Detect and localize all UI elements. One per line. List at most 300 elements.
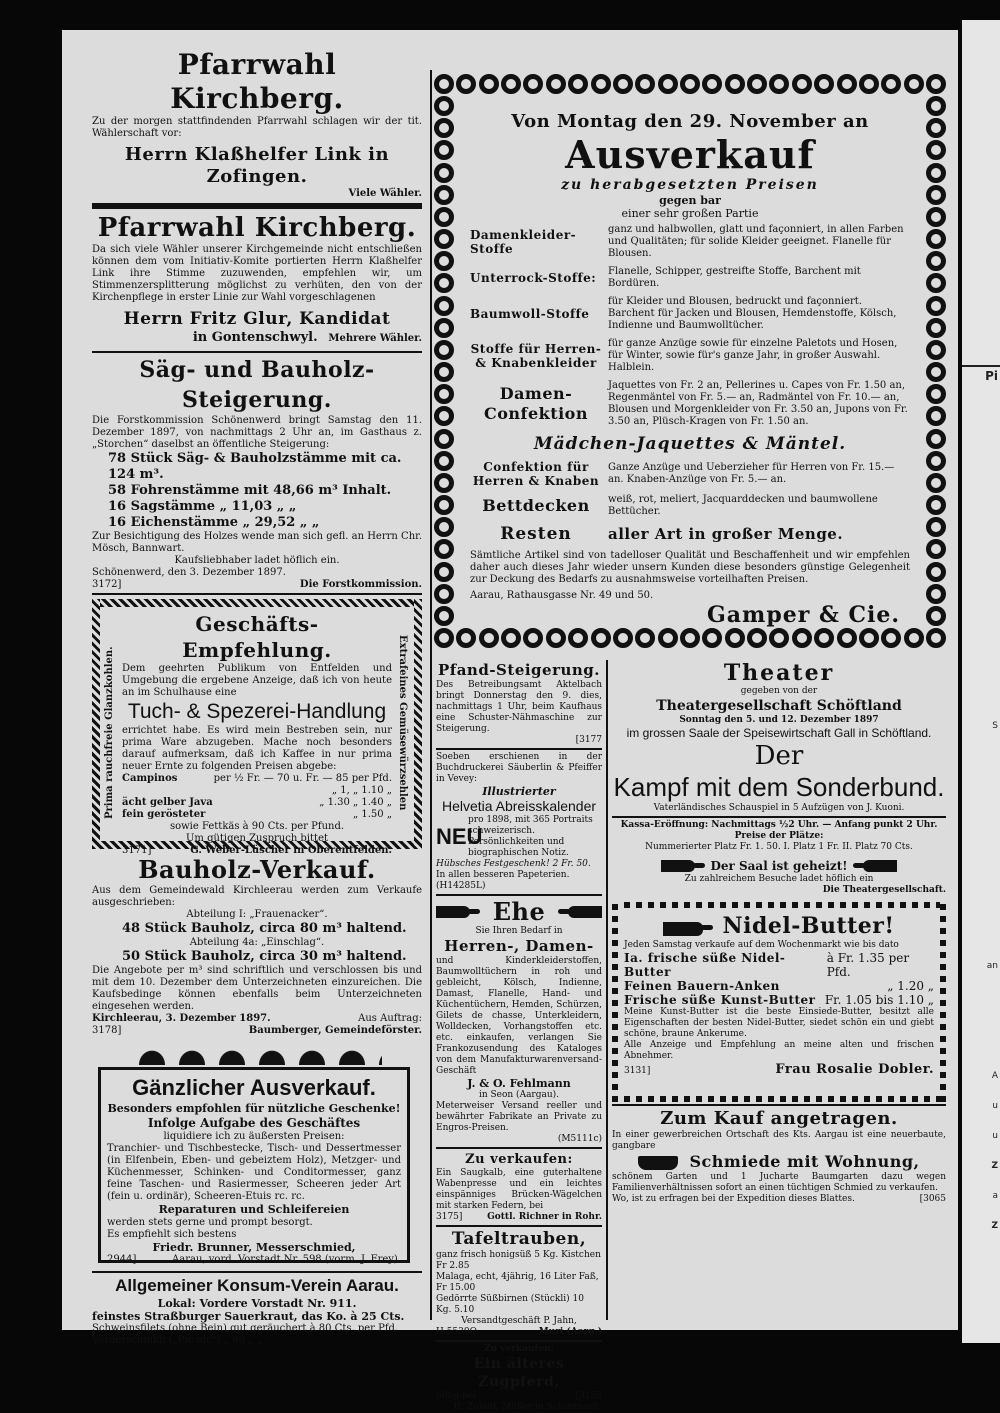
edge-text: u <box>992 1131 998 1141</box>
geschaeft-fat: sowie Fettkäs à 90 Cts. per Pfund. <box>169 821 345 832</box>
kalender-neu: NEU <box>436 824 483 849</box>
bauholz-title: Bauholz-Verkauf. <box>138 855 376 884</box>
ring-ornament <box>434 539 454 559</box>
kalender-gift: Hübsches Festgeschenk! 2 Fr. 50. <box>436 859 591 869</box>
butter-item-price: „ 1.20 „ <box>887 979 934 993</box>
bauholz-order: Aus Auftrag: <box>358 1013 422 1024</box>
ausverkauf-item <box>470 338 910 374</box>
ring-ornament <box>434 362 454 382</box>
geschaeft-intro: Dem geehrten Publikum von Entfelden und Umgebung die ergebene Anzeige, daß ich von heute an im Schulhause eine <box>122 663 392 698</box>
bauholz-lot: 50 Stück Bauholz, circa 30 m³ haltend. <box>122 949 407 964</box>
ring-ornament <box>926 251 946 271</box>
ring-ornament <box>926 406 946 426</box>
butter-title: Nidel-Butter! <box>722 913 895 939</box>
ehe-big: Herren-, Damen- <box>444 937 594 955</box>
ring-ornament <box>926 429 946 449</box>
ring-ornament <box>926 628 946 648</box>
item-label: Unterrock-Stoffe: <box>470 271 597 285</box>
ad-konsum-verein <box>92 1275 422 1347</box>
ring-ornament <box>658 628 678 648</box>
ring-ornament <box>926 495 946 515</box>
ring-ornament <box>725 74 745 94</box>
ring-ornament <box>523 74 543 94</box>
ring-ornament <box>434 495 454 515</box>
ring-ornament <box>792 74 812 94</box>
right-column <box>612 660 946 1205</box>
ad-nidel-butter <box>612 902 946 1102</box>
ring-ornament <box>501 628 521 648</box>
ornamental-border <box>92 599 100 849</box>
coffee-name: ächt gelber Java <box>122 797 213 808</box>
ausverkauf-item <box>470 296 910 332</box>
ausverkauf-item <box>470 380 910 428</box>
ring-ornament <box>479 74 499 94</box>
steigerung-item: 58 Fohrenstämme mit 48,66 m³ Inhalt. <box>108 483 392 498</box>
trauben-line: Gedörrte Süßbirnen (Stückli) 10 Kg. 5.10 <box>436 1294 584 1315</box>
item-label: Damen-Confektion <box>484 384 588 423</box>
pfarrwahl-title: Pfarrwahl Kirchberg. <box>97 213 417 243</box>
pfarrwahl-intro: Zu der morgen stattfindenden Pfarrwahl schlagen wir der tit. Wählerschaft vor: <box>92 116 422 139</box>
ring-ornament <box>523 628 543 648</box>
zugpferd-big: Ein älteres Zugpferd, <box>473 1356 565 1390</box>
divider <box>92 1271 422 1273</box>
ring-ornament <box>635 628 655 648</box>
ring-ornament <box>904 628 924 648</box>
ring-ornament <box>613 74 633 94</box>
ring-ornament <box>434 628 454 648</box>
ring-ornament <box>456 74 476 94</box>
ring-ornament <box>926 318 946 338</box>
pfarrwahl-signature: Mehrere Wähler. <box>328 333 422 344</box>
ring-ornament <box>926 517 946 537</box>
bauholz-abteilung: Abteilung 4a: „Einschlag“. <box>189 937 325 948</box>
schmiede-big: Schmiede mit Wohnung, <box>689 1152 920 1171</box>
brunner-repair: Reparaturen und Schleifereien <box>158 1203 350 1216</box>
pointing-hand-icon <box>863 860 897 872</box>
theater-heated: Der Saal ist geheizt! <box>710 859 848 873</box>
bauholz-abteilung: Abteilung I: „Frauenacker“. <box>186 909 328 920</box>
ad-ehe <box>436 898 602 1145</box>
bauholz-signature: Baumberger, Gemeindeförster. <box>248 1025 422 1036</box>
divider <box>92 593 422 595</box>
ring-ornament <box>635 74 655 94</box>
ad-holz-steigerung <box>92 355 422 591</box>
pfarrwahl-place: in Gontenschwyl. <box>192 330 318 345</box>
ausverkauf-line1: Von Montag den 29. November an <box>511 111 869 132</box>
brunner-address: Aarau, vord. Vorstadt Nr. 598 (vorm. J. Frey). <box>172 1254 401 1265</box>
pfarrwahl-signature: Viele Wähler. <box>348 188 422 199</box>
ring-ornament <box>434 140 454 160</box>
ring-ornament <box>568 74 588 94</box>
item-text: Ganze Anzüge und Ueberzieher für Herren von Fr. 15.— an. Knaben-Anzüge von Fr. 5.— an. <box>608 462 895 485</box>
ring-ornament <box>568 628 588 648</box>
pfand-body: Des Betreibungsamt Aktelbach bringt Donnerstag den 9. dies, nachmittags 1 Uhr, beim Kaufhaus eine Schuster-Nähmaschine zur Steigerung. <box>436 680 602 734</box>
ring-ornament <box>591 628 611 648</box>
pointing-hand-icon <box>568 906 602 918</box>
brunner-body: Tranchier- und Tischbestecke, Tisch- und Dessertmesser (in Elfenbein, Eben- und gebeiztem Holz), Metzger- und Küchenmesser, Schinken- und Conditormesser, ganz feine Taschen- und Rasiermesser, Scheeren jeder Art (fein u. ordinär), Scheeren-Etuis rc. rc. <box>107 1143 401 1202</box>
steigerung-note: Zur Besichtigung des Holzes wende man sich gefl. an Herrn Chr. Mösch, Bannwart. <box>92 531 422 554</box>
item-text: für Kleider und Blousen, bedruckt und façonniert. Barchent für Jacken und Blousen, Hemdenstoffe, Kölsch, Indienne und Baumwolltücher. <box>608 296 897 331</box>
divider <box>612 1104 946 1106</box>
ring-ornament <box>434 318 454 338</box>
steigerung-invite: Kaufsliebhaber ladet höflich ein. <box>174 555 340 566</box>
steigerung-place-date: Schönenwerd, den 3. Dezember 1897. <box>92 567 286 578</box>
ring-ornament <box>434 584 454 604</box>
ad-number: 2944] <box>107 1254 137 1265</box>
ad-tafeltrauben <box>436 1229 602 1338</box>
ausverkauf-signature: Gamper & Cie. <box>707 602 900 628</box>
theater-troupe: Theatergesellschaft Schöftland <box>656 698 902 714</box>
theater-play: Kampf mit dem Sonderbund. <box>613 772 945 802</box>
pfarrwahl-title: Pfarrwahl Kirchberg. <box>170 48 344 115</box>
ring-ornament <box>926 584 946 604</box>
ring-ornament <box>434 340 454 360</box>
edge-text: Z <box>991 1161 998 1171</box>
ring-ornament <box>434 229 454 249</box>
divider <box>436 1147 602 1149</box>
brunner-sub: Besonders empfohlen für nützliche Geschenke! <box>107 1102 401 1115</box>
geschaeft-body: errichtet habe. Es wird mein Bestreben sein, nur prima Ware abzugeben. Mache noch besonders darauf aufmerksam, daß ich Kaffee in nur prima neuer Ernte zu folgenden Preisen abgebe: <box>122 725 392 772</box>
ring-ornament <box>479 628 499 648</box>
trauben-line: ganz frisch honigsüß 5 Kg. Kistchen Fr 2.85 <box>436 1250 601 1271</box>
konsum-title: Allgemeiner Konsum-Verein Aarau. <box>115 1276 399 1295</box>
ausverkauf-body: Sämtliche Artikel sind von tadelloser Qualität und Beschaffenheit und wir empfehlen daher auch dieses Jahr wieder unsern Kunden diese besonders günstige Gelegenheit zur Deckung des Bedarfs zu ausnahmsweise vorteilhaften Preisen. <box>470 550 910 585</box>
item-label: Stoffe für Herren- & Knabenkleider <box>470 342 602 370</box>
brunner-closing: Es empfiehlt sich bestens <box>107 1229 237 1240</box>
butter-item-name: Feinen Bauern-Anken <box>624 979 780 993</box>
ad-number: 3171] <box>122 845 152 856</box>
ehe-title: Ehe <box>492 897 546 926</box>
brunner-repair-sub: werden stets gerne und prompt besorgt. <box>107 1217 313 1228</box>
side-text-left: Prima rauchfreie Glanzkohlen. <box>104 646 115 819</box>
ad-theater <box>612 660 946 896</box>
divider <box>436 1225 602 1227</box>
ad-number: [3177 <box>575 735 602 745</box>
item-text: aller Art in großer Menge. <box>608 525 844 543</box>
ad-kalender <box>436 752 602 892</box>
ausverkauf-item <box>470 460 910 488</box>
trauben-title: Tafeltrauben, <box>451 1229 587 1249</box>
ring-ornament <box>702 74 722 94</box>
divider <box>612 816 946 818</box>
ring-ornament <box>434 606 454 626</box>
newspaper-page <box>62 30 958 1412</box>
ring-ornament <box>926 74 946 94</box>
verkaufen-body: Ein Saugkalb, eine guterhaltene Wabenpresse und ein leichtes einspänniges Brücken-Wägelchen mit starken Federn, bei <box>436 1168 602 1211</box>
butter-item-price: à Fr. 1.35 per Pfd. <box>826 951 910 979</box>
theater-venue: im grossen Saale der Speisewirtschaft Gall in Schöftland. <box>626 726 932 740</box>
ornamental-border <box>414 599 422 849</box>
edge-text: S <box>992 721 998 731</box>
ring-ornament <box>591 74 611 94</box>
ring-ornament <box>859 628 879 648</box>
ring-ornament <box>926 451 946 471</box>
ornamental-border <box>940 902 946 1102</box>
pfarrwahl-candidate: Herrn Klaßhelfer Link in Zofingen. <box>124 144 390 187</box>
anvil-icon <box>638 1156 678 1170</box>
ring-ornament <box>546 628 566 648</box>
butter-body: Meine Kunst-Butter ist die beste Einsiede-Butter, besitzt alle Eigenschaften der besten Nidel-Butter, siedet schön ein und giebt schöne, braune Ankerume. <box>624 1007 934 1039</box>
ring-ornament <box>904 74 924 94</box>
ring-ornament <box>658 74 678 94</box>
ring-ornament <box>434 163 454 183</box>
ausverkauf-line2: zu herabgesetzten Preisen <box>561 177 819 193</box>
ring-ornament <box>434 473 454 493</box>
ausverkauf-maedchen: Mädchen-Jaquettes & Mäntel. <box>533 434 847 454</box>
ring-ornament <box>434 296 454 316</box>
ring-ornament <box>881 628 901 648</box>
schmiede-intro: In einer gewerbreichen Ortschaft des Kts. Aargau ist eine neuerbaute, gangbare <box>612 1130 946 1151</box>
zugpferd-title: Zu verkaufen: <box>483 1344 555 1354</box>
geschaeft-signature: G. Weber-Lüscher in Oberentfelden. <box>190 845 392 856</box>
ring-ornament <box>747 74 767 94</box>
brunner-liquid: liquidiere ich zu äußersten Preisen: <box>163 1131 345 1142</box>
ring-ornament <box>769 628 789 648</box>
butter-item-name: Frische süße Kunst-Butter <box>624 993 816 1007</box>
ring-ornament <box>434 74 454 94</box>
verkaufen-title: Zu verkaufen: <box>465 1152 573 1167</box>
divider <box>436 894 602 896</box>
item-text: weiß, rot, meliert, Jacquarddecken und baumwollene Bettücher. <box>608 494 878 517</box>
kalender-illustrated: Illustrierter <box>482 785 556 798</box>
kalender-title: Helvetia Abreisskalender <box>441 798 597 814</box>
bauholz-body: Die Angebote per m³ sind schriftlich und verschlossen bis und mit dem 10. Dezember dem Unterzeichneten einzureichen. Die Kaufsbedinge können ebenfalls beim Unterzeichneten eingesehen werden. <box>92 965 422 1012</box>
trauben-place: Muri (Aarg.) <box>538 1327 602 1337</box>
ad-number: (M5111c) <box>557 1134 602 1144</box>
theater-dates: Sonntag den 5. und 12. Dezember 1897 <box>679 715 879 725</box>
coffee-prices: „ 1, „ 1.10 „ <box>331 785 392 796</box>
edge-text: u <box>992 1101 998 1111</box>
ring-ornament <box>434 96 454 116</box>
ring-ornament <box>613 628 633 648</box>
coffee-prices: „ 1.50 „ <box>353 809 392 820</box>
adjacent-page-edge <box>962 20 1000 1343</box>
divider <box>962 365 1000 367</box>
butter-intro: Jeden Samstag verkaufe auf dem Wochenmarkt wie bis dato <box>624 940 899 950</box>
divider <box>436 748 602 750</box>
ring-ornament <box>434 273 454 293</box>
ring-ornament <box>926 96 946 116</box>
zugpferd-price: billig bei <box>436 1391 476 1401</box>
edge-text: Z <box>991 1221 998 1231</box>
edge-text: Pi <box>985 369 998 383</box>
ring-ornament <box>926 340 946 360</box>
ad-brunner <box>92 1043 422 1269</box>
schmiede-body: schönem Garten und 1 Jucharte Baumgarten dazu wegen Familienverhältnissen sofort an einen tüchtigen Schmied zu verkaufen. <box>612 1172 946 1193</box>
theater-given: gegeben von der <box>740 686 818 696</box>
theater-prices: Nummerierter Platz Fr. 1. 50. I. Platz 1 Fr. II. Platz 70 Cts. <box>645 842 913 852</box>
divider <box>92 351 422 353</box>
ring-ornament <box>926 118 946 138</box>
brunner-title: Gänzlicher Ausverkauf. <box>132 1075 376 1100</box>
ausverkauf-line4: einer sehr großen Partie <box>621 207 759 220</box>
ausverkauf-line3: gegen bar <box>659 194 721 207</box>
ad-number: 3178] <box>92 1025 122 1036</box>
ring-ornament <box>747 628 767 648</box>
pointing-hand-icon <box>663 922 703 936</box>
ad-number: 3131] <box>624 1066 651 1076</box>
butter-signature: Frau Rosalie Dobler. <box>775 1062 934 1077</box>
konsum-lokal: Lokal: Vordere Vorstadt Nr. 911. <box>157 1297 357 1310</box>
ring-ornament <box>434 185 454 205</box>
butter-item-price: Fr. 1.05 bis 1.10 „ <box>824 993 934 1007</box>
ring-ornament <box>680 74 700 94</box>
ornamental-border <box>92 599 422 607</box>
ornamental-border <box>612 902 946 908</box>
ausverkauf-item <box>470 224 910 260</box>
ring-ornament <box>434 429 454 449</box>
ehe-closing: Meterweiser Versand reeller und bewährter Fabrikate an Private zu Engros-Preisen. <box>436 1101 602 1133</box>
pfand-title: Pfand-Steigerung. <box>437 661 601 679</box>
ad-geschaefts-empfehlung <box>92 599 422 856</box>
theater-times: Kassa-Eröffnung: Nachmittags ½2 Uhr. — Anfang punkt 2 Uhr. <box>620 820 938 830</box>
steigerung-title: Säg- und Bauholz-Steigerung. <box>139 357 375 413</box>
theater-der: Der <box>754 741 804 771</box>
ring-ornament <box>434 118 454 138</box>
ring-ornament <box>792 628 812 648</box>
ring-ornament <box>926 273 946 293</box>
ring-ornament <box>926 185 946 205</box>
schmiede-closing: Wo, ist zu erfragen bei der Expedition dieses Blattes. <box>612 1194 855 1204</box>
kalender-year-line: pro 1898, mit 365 Portraits schweizerisch. Persönlichkeiten und biographischen Notiz. <box>468 815 593 858</box>
ausverkauf-item <box>470 494 910 518</box>
theater-signature: Die Theatergesellschaft. <box>822 885 946 895</box>
ad-bauholz-verkauf <box>92 855 422 1037</box>
ring-ornament <box>769 74 789 94</box>
ausverkauf-item <box>470 524 910 544</box>
ring-ornament <box>926 362 946 382</box>
steigerung-item: 16 Eichenstämme „ 29,52 „ „ <box>108 515 320 530</box>
ring-ornament <box>680 628 700 648</box>
item-text: Jaquettes von Fr. 2 an, Pellerines u. Capes von Fr. 1.50 an, Regenmäntel von Fr. 5.— an, Radmäntel von Fr. 10.— an, Blousen und Morgenkleider von Fr. 3.50 an, Jupons von Fr. 3.50 an, Plüsch-Kragen von Fr. 1.50 an. <box>608 380 908 427</box>
item-text: für ganze Anzüge sowie für einzelne Paletots und Hosen, für Winter, sowie für's ganze Jahr, in großer Auswahl. Halblein. <box>608 338 898 373</box>
ring-ornament <box>926 207 946 227</box>
bauholz-lot: 48 Stück Bauholz, circa 80 m³ haltend. <box>122 921 407 936</box>
pfarrwahl-candidate: Herrn Fritz Glur, Kandidat <box>123 309 391 329</box>
ring-ornament <box>837 74 857 94</box>
ring-ornament <box>926 562 946 582</box>
ring-ornament <box>456 628 476 648</box>
ausverkauf-address: Aarau, Rathausgasse Nr. 49 und 50. <box>470 590 654 601</box>
theater-prices-title: Preise der Plätze: <box>734 831 824 841</box>
ring-ornament <box>926 473 946 493</box>
ring-ornament <box>434 251 454 271</box>
ausverkauf-item <box>470 266 910 290</box>
coffee-name: Campinos <box>122 773 178 784</box>
coffee-prices: „ 1.30 „ 1.40 „ <box>319 797 392 808</box>
steigerung-item: 16 Sagstämme „ 11,03 „ „ <box>108 499 297 514</box>
geschaeft-shop: Tuch- & Spezerei-Handlung <box>127 700 387 723</box>
ad-schmiede <box>612 1108 946 1205</box>
theater-invite: Zu zahlreichem Besuche ladet höflich ein <box>684 874 874 884</box>
ad-number: H 5530Q <box>436 1327 477 1337</box>
ehe-body: und Kinderkleiderstoffen, Baumwolltüchern in roh und gebleicht, Kölsch, Indienne, Damast, Flanelle, Hand- und Küchentüchern, Hemden, Schürzen, Gilets de chasse, Unterkleidern, Wolldecken, Vorhangstoffen etc. etc. einkaufen, verlangen Sie Frankozusendung des Kataloges von dem Manufakturwarenversand-Geschäft <box>436 956 602 1076</box>
steigerung-item: 78 Stück Säg- & Bauholzstämme mit ca. 124 m³. <box>108 451 402 482</box>
ring-ornament <box>926 539 946 559</box>
side-text-right: Extrafeines Gemüsewürzsehlen <box>397 635 408 811</box>
ehe-firm: J. & O. Fehlmann <box>467 1077 571 1090</box>
steigerung-signature: Die Forstkommission. <box>299 579 422 590</box>
verkaufen-signature: Gottl. Richner in Rohr. <box>487 1212 602 1222</box>
ad-pfarrwahl-glur <box>92 212 422 345</box>
ring-ornament <box>725 628 745 648</box>
ad-zugpferd <box>436 1344 602 1413</box>
ad-pfarrwahl-link <box>92 48 422 200</box>
item-label: Damenkleider-Stoffe <box>470 228 577 256</box>
column-rule <box>606 660 608 1320</box>
ring-ornament <box>926 296 946 316</box>
ad-number: [3065 <box>919 1194 946 1204</box>
ehe-firm-place: in Seon (Aargau). <box>478 1090 560 1100</box>
butter-item-name: Ia. frische süße Nidel-Butter <box>624 951 786 979</box>
geschaeft-closing: Um gütigen Zuspruch bittet <box>185 833 329 844</box>
ad-pfand-steigerung <box>436 660 602 746</box>
ring-ornament <box>434 451 454 471</box>
brunner-reason: Infolge Aufgabe des Geschäftes <box>147 1116 361 1130</box>
pointing-hand-icon <box>661 860 695 872</box>
ring-ornament <box>926 140 946 160</box>
butter-orders: Alle Anzeige und Empfehlung an meine alten und frischen Abnehmer. <box>624 1040 934 1061</box>
steigerung-intro: Die Forstkommission Schönenwerd bringt Samstag den 11. Dezember 1897, von nachmittags 2 Uhr an, im Gasthaus z. „Storchen“ daselbst an öffentliche Steigerung: <box>92 415 422 450</box>
ad-zu-verkaufen <box>436 1151 602 1223</box>
ornamental-border <box>612 1096 946 1102</box>
ehe-intro: Sie Ihren Bedarf in <box>475 926 563 936</box>
ring-ornament <box>814 628 834 648</box>
ring-ornament <box>546 74 566 94</box>
item-label: Baumwoll-Stoffe <box>470 307 590 321</box>
konsum-line: feinstes Straßburger Sauerkraut, das Ko. à 25 Cts. <box>92 1310 405 1323</box>
ausverkauf-title: Ausverkauf <box>565 132 815 177</box>
item-label: Resten <box>500 524 572 544</box>
coffee-name: fein gerösteter <box>122 809 206 820</box>
ring-ornament <box>434 406 454 426</box>
ad-number: 3175] <box>436 1212 463 1222</box>
brunner-signature: Friedr. Brunner, Messerschmied, <box>152 1241 356 1254</box>
left-column <box>92 48 422 1347</box>
ring-ornament <box>814 74 834 94</box>
kalender-intro: Soeben erschienen in der Buchdruckerei Säuberlin & Pfeiffer in Vevey: <box>436 752 602 784</box>
ring-ornament <box>926 229 946 249</box>
ring-ornament <box>859 74 879 94</box>
item-label: Bettdecken <box>482 496 590 515</box>
ad-ausverkauf <box>434 74 946 648</box>
ring-ornament <box>837 628 857 648</box>
ring-ornament <box>926 606 946 626</box>
kalender-avail: In allen besseren Papeterien. (H14285L) <box>436 870 570 891</box>
ring-ornament <box>434 384 454 404</box>
edge-text: a <box>992 1191 998 1201</box>
trauben-line: Versandtgeschäft P. Jahn, <box>461 1316 577 1326</box>
ring-ornament <box>434 517 454 537</box>
coffee-prices: per ½ Fr. — 70 u. Fr. — 85 per Pfd. <box>213 773 392 784</box>
theater-title: Theater <box>723 660 835 686</box>
zugpferd-seller: H. Zulauf, Müller in Schinznach. <box>453 1402 602 1412</box>
konsum-line: Vorderschinkli („Pic nic“) „ 80 „ „ <box>92 1335 262 1346</box>
ornament <box>132 1043 382 1065</box>
item-label: Confektion für Herren & Knaben <box>472 460 600 488</box>
konsum-line: Schweinsfilets (ohne Bein) gut geräuchert à 80 Cts. per Pfd. <box>92 1323 399 1334</box>
ring-ornament <box>926 163 946 183</box>
pfarrwahl-body: Da sich viele Wähler unserer Kirchgemeinde nicht entschließen können dem vom Initiativ-Komite portierten Herrn Klaßhelfer Link ihre Stimme zuzuwenden, empfehlen wir, um Stimmenzersplitterung möglichst zu verhüten, den von der Kirchenpflege in erster Linie zur Wahl vorgeschlagenen <box>92 244 422 303</box>
ornamental-border <box>612 902 618 1102</box>
theater-subtitle: Vaterländisches Schauspiel in 5 Aufzügen von J. Kuoni. <box>653 803 905 813</box>
ring-ornament <box>881 74 901 94</box>
item-text: ganz und halbwollen, glatt und façonniert, in allen Farben und Qualitäten; für solide Kleider geeignet. Flanelle für Blousen. <box>608 224 904 259</box>
bauholz-intro: Aus dem Gemeindewald Kirchleerau werden zum Verkaufe ausgeschrieben: <box>92 885 422 908</box>
item-text: Flanelle, Schipper, gestreifte Stoffe, Barchent mit Bordüren. <box>608 266 861 289</box>
ring-ornament <box>926 384 946 404</box>
ad-number: [3153 <box>575 1391 602 1401</box>
